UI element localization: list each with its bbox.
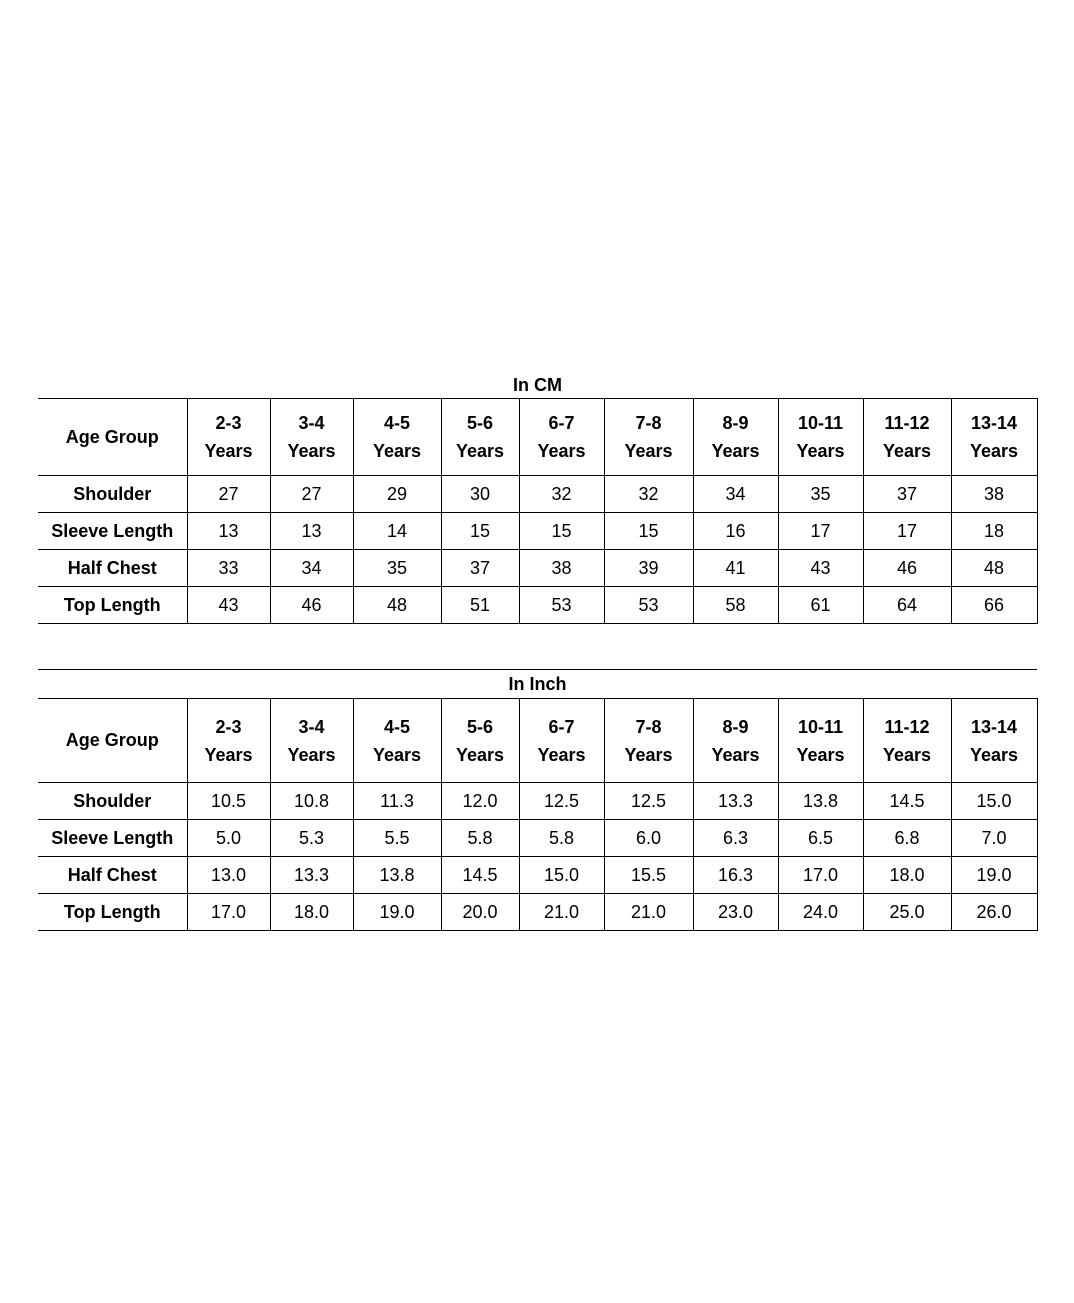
measurement-value: 32 <box>519 476 604 513</box>
measurement-value: 14.5 <box>441 857 519 894</box>
age-range-label: 13-14 <box>970 413 1018 433</box>
measurement-value: 18 <box>951 513 1037 550</box>
age-group-header <box>519 699 604 783</box>
table-row <box>38 513 1037 550</box>
years-label: Years <box>796 441 845 461</box>
measurement-value: 29 <box>353 476 441 513</box>
measurement-value: 15 <box>441 513 519 550</box>
measurement-value: 19.0 <box>951 857 1037 894</box>
table-row <box>38 476 1037 513</box>
age-group-header <box>441 699 519 783</box>
measurement-value: 5.3 <box>270 820 353 857</box>
age-group-header <box>270 699 353 783</box>
years-label: Years <box>287 744 336 765</box>
age-range-label: 4-5 <box>383 716 410 737</box>
inch-size-chart <box>38 669 1037 931</box>
measurement-value: 15.0 <box>951 783 1037 820</box>
years-label: Years <box>711 441 760 461</box>
measurement-value: 32 <box>604 476 693 513</box>
measurement-value: 30 <box>441 476 519 513</box>
measurement-value: 6.0 <box>604 820 693 857</box>
measurement-value: 20.0 <box>441 894 519 931</box>
measurement-value: 16.3 <box>693 857 778 894</box>
measurement-value: 12.0 <box>441 783 519 820</box>
measurement-value: 18.0 <box>270 894 353 931</box>
measurement-value: 53 <box>604 587 693 624</box>
measurement-value: 13 <box>270 513 353 550</box>
measurement-value: 5.5 <box>353 820 441 857</box>
measurement-value: 13.8 <box>353 857 441 894</box>
age-group-header <box>441 399 519 476</box>
age-group-header <box>270 399 353 476</box>
measurement-label: Shoulder <box>38 476 187 513</box>
age-range-label: 8-9 <box>722 716 749 737</box>
table-row <box>38 857 1037 894</box>
years-label: Years <box>537 744 586 765</box>
age-range-label: 11-12 <box>884 716 930 737</box>
age-group-header <box>187 699 270 783</box>
measurement-value: 13.8 <box>778 783 863 820</box>
cm-size-table <box>38 398 1038 624</box>
age-range-label: 2-3 <box>215 413 242 433</box>
age-range-label: 5-6 <box>466 413 493 433</box>
measurement-value: 53 <box>519 587 604 624</box>
table-row <box>38 587 1037 624</box>
years-label: Years <box>204 441 253 461</box>
years-label: Years <box>624 441 673 461</box>
measurement-value: 38 <box>951 476 1037 513</box>
measurement-value: 6.3 <box>693 820 778 857</box>
measurement-value: 6.5 <box>778 820 863 857</box>
age-group-header <box>951 399 1037 476</box>
measurement-value: 25.0 <box>863 894 951 931</box>
inch-size-table <box>38 698 1038 931</box>
age-group-header <box>951 699 1037 783</box>
years-label: Years <box>882 441 932 461</box>
years-label: Years <box>372 744 422 765</box>
age-group-header <box>604 399 693 476</box>
age-group-header <box>863 399 951 476</box>
measurement-value: 17.0 <box>187 894 270 931</box>
measurement-value: 24.0 <box>778 894 863 931</box>
years-label: Years <box>455 744 505 765</box>
measurement-value: 37 <box>441 550 519 587</box>
measurement-value: 14.5 <box>863 783 951 820</box>
age-group-header <box>693 399 778 476</box>
measurement-value: 15.0 <box>519 857 604 894</box>
age-range-label: 11-12 <box>884 413 930 433</box>
measurement-label: Top Length <box>38 894 187 931</box>
measurement-value: 34 <box>693 476 778 513</box>
age-range-label: 7-8 <box>635 413 662 433</box>
age-group-header <box>778 399 863 476</box>
measurement-value: 13.3 <box>270 857 353 894</box>
age-range-label: 13-14 <box>970 716 1018 737</box>
cm-table-body <box>38 476 1037 624</box>
years-label: Years <box>537 441 586 461</box>
measurement-value: 33 <box>187 550 270 587</box>
age-range-label: 10-11 <box>797 716 844 737</box>
measurement-value: 14 <box>353 513 441 550</box>
years-label: Years <box>455 441 505 461</box>
age-group-header <box>353 399 441 476</box>
measurement-value: 13 <box>187 513 270 550</box>
measurement-value: 51 <box>441 587 519 624</box>
years-label: Years <box>969 441 1019 461</box>
inch-table-body <box>38 783 1037 931</box>
measurement-label: Sleeve Length <box>38 820 187 857</box>
measurement-label: Top Length <box>38 587 187 624</box>
age-range-label: 2-3 <box>215 716 242 737</box>
years-label: Years <box>882 744 932 765</box>
years-label: Years <box>287 441 336 461</box>
measurement-value: 43 <box>778 550 863 587</box>
measurement-value: 48 <box>353 587 441 624</box>
age-group-header <box>353 699 441 783</box>
age-group-header <box>187 399 270 476</box>
years-label: Years <box>969 744 1019 765</box>
years-label: Years <box>796 744 845 765</box>
measurement-value: 15.5 <box>604 857 693 894</box>
measurement-value: 7.0 <box>951 820 1037 857</box>
measurement-value: 27 <box>270 476 353 513</box>
corner-header: Age Group <box>38 699 187 783</box>
measurement-value: 21.0 <box>519 894 604 931</box>
inch-table-title: In Inch <box>38 669 1037 698</box>
measurement-value: 58 <box>693 587 778 624</box>
measurement-label: Half Chest <box>38 550 187 587</box>
age-group-header <box>519 399 604 476</box>
measurement-value: 34 <box>270 550 353 587</box>
table-row <box>38 820 1037 857</box>
years-label: Years <box>372 441 422 461</box>
years-label: Years <box>711 744 760 765</box>
measurement-value: 48 <box>951 550 1037 587</box>
measurement-value: 10.5 <box>187 783 270 820</box>
age-group-header <box>693 699 778 783</box>
age-range-label: 7-8 <box>635 716 662 737</box>
age-range-label: 6-7 <box>548 413 575 433</box>
measurement-value: 46 <box>863 550 951 587</box>
measurement-value: 61 <box>778 587 863 624</box>
age-range-label: 10-11 <box>797 413 844 433</box>
table-row <box>38 894 1037 931</box>
table-row <box>38 783 1037 820</box>
age-range-label: 3-4 <box>298 413 325 433</box>
measurement-value: 15 <box>604 513 693 550</box>
age-range-label: 8-9 <box>722 413 749 433</box>
measurement-value: 18.0 <box>863 857 951 894</box>
age-range-label: 4-5 <box>383 413 410 433</box>
measurement-value: 35 <box>353 550 441 587</box>
measurement-value: 17 <box>863 513 951 550</box>
cm-table-title: In CM <box>513 375 562 395</box>
cm-header-row <box>38 399 1037 476</box>
measurement-value: 37 <box>863 476 951 513</box>
measurement-label: Shoulder <box>38 783 187 820</box>
corner-header: Age Group <box>38 399 187 476</box>
age-range-label: 5-6 <box>466 716 493 737</box>
measurement-value: 19.0 <box>353 894 441 931</box>
measurement-value: 6.8 <box>863 820 951 857</box>
measurement-value: 39 <box>604 550 693 587</box>
measurement-value: 35 <box>778 476 863 513</box>
measurement-value: 41 <box>693 550 778 587</box>
measurement-value: 43 <box>187 587 270 624</box>
age-range-label: 6-7 <box>548 716 575 737</box>
measurement-value: 66 <box>951 587 1037 624</box>
measurement-value: 13.0 <box>187 857 270 894</box>
age-group-header <box>863 699 951 783</box>
age-group-header <box>778 699 863 783</box>
years-label: Years <box>204 744 253 765</box>
measurement-value: 27 <box>187 476 270 513</box>
measurement-value: 16 <box>693 513 778 550</box>
age-range-label: 3-4 <box>298 716 325 737</box>
measurement-value: 10.8 <box>270 783 353 820</box>
measurement-value: 46 <box>270 587 353 624</box>
measurement-value: 5.8 <box>519 820 604 857</box>
measurement-value: 13.3 <box>693 783 778 820</box>
measurement-label: Half Chest <box>38 857 187 894</box>
measurement-value: 21.0 <box>604 894 693 931</box>
measurement-value: 12.5 <box>604 783 693 820</box>
measurement-value: 23.0 <box>693 894 778 931</box>
measurement-value: 11.3 <box>353 783 441 820</box>
measurement-value: 15 <box>519 513 604 550</box>
measurement-label: Sleeve Length <box>38 513 187 550</box>
measurement-value: 5.8 <box>441 820 519 857</box>
measurement-value: 38 <box>519 550 604 587</box>
measurement-value: 17 <box>778 513 863 550</box>
measurement-value: 5.0 <box>187 820 270 857</box>
table-row <box>38 550 1037 587</box>
measurement-value: 64 <box>863 587 951 624</box>
measurement-value: 26.0 <box>951 894 1037 931</box>
measurement-value: 17.0 <box>778 857 863 894</box>
inch-header-row <box>38 699 1037 783</box>
measurement-value: 12.5 <box>519 783 604 820</box>
age-group-header <box>604 699 693 783</box>
cm-size-chart <box>38 372 1037 624</box>
years-label: Years <box>624 744 673 765</box>
